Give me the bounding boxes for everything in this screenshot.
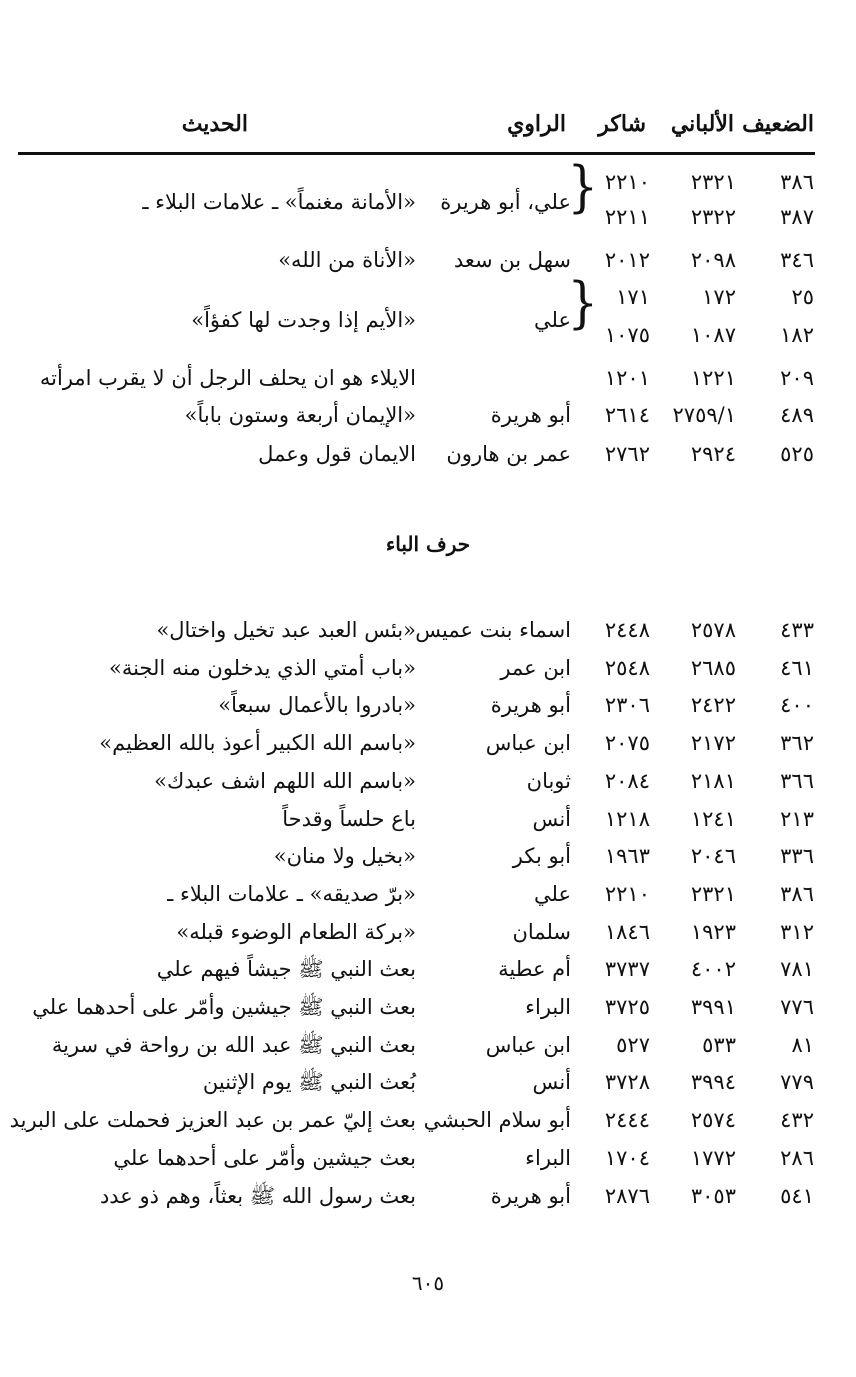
table-cell-daif: ٧٧٦ xyxy=(780,995,814,1019)
table-cell-hadith: الايلاء هو ان يحلف الرجل أن لا يقرب امرأته xyxy=(39,366,416,390)
table-cell-rawi: ابن عباس xyxy=(485,731,571,755)
table-cell-daif: ٧٨١ xyxy=(780,957,814,981)
table-cell-daif: ٤٣٣ xyxy=(780,618,814,642)
table-cell-rawi: البراء xyxy=(525,995,571,1019)
merged-hadith: «الأمانة مغنماً» ـ علامات البلاء ـ xyxy=(142,190,416,214)
table-cell-albani: ١٢٢١ xyxy=(690,366,736,390)
table-cell-hadith: «باب أمتي الذي يدخلون منه الجنة» xyxy=(108,656,416,680)
table-cell-rawi: أنس xyxy=(532,807,571,831)
table-cell-albani: ١٠٨٧ xyxy=(690,323,736,347)
table-cell-shakir: ٢٣٠٦ xyxy=(604,693,650,717)
table-cell-shakir: ٢٤٤٨ xyxy=(604,618,650,642)
table-cell-shakir: ٥٢٧ xyxy=(616,1033,650,1057)
table-cell-daif: ٣٨٦ xyxy=(780,170,814,194)
table-cell-shakir: ٣٧٢٥ xyxy=(604,995,650,1019)
table-cell-shakir: ١٧٠٤ xyxy=(604,1146,650,1170)
table-cell-shakir: ١٨٤٦ xyxy=(604,920,650,944)
table-cell-rawi: اسماء بنت عميس xyxy=(415,618,571,642)
header-daif: الضعيف xyxy=(742,111,814,137)
table-cell-shakir: ١٠٧٥ xyxy=(604,323,650,347)
table-cell-hadith: باع حلساً وقدحاً xyxy=(282,807,416,831)
table-cell-shakir: ١٢١٨ xyxy=(604,807,650,831)
table-cell-hadith: «برّ صديقه» ـ علامات البلاء ـ xyxy=(167,882,416,906)
table-cell-rawi: ابن عمر xyxy=(500,656,571,680)
table-cell-daif: ٥٤١ xyxy=(780,1184,814,1208)
table-cell-shakir: ٢٧٦٢ xyxy=(604,442,650,466)
table-cell-albani: ٣٠٥٣ xyxy=(690,1184,736,1208)
table-cell-hadith: «بخيل ولا منان» xyxy=(273,844,416,868)
table-cell-daif: ٢١٣ xyxy=(780,807,814,831)
table-cell-hadith: بعث النبي ﷺ جيشاً فيهم علي xyxy=(156,957,416,981)
table-cell-daif: ٣١٢ xyxy=(780,920,814,944)
table-cell-rawi: البراء xyxy=(525,1146,571,1170)
merged-rawi: علي، أبو هريرة xyxy=(440,190,571,214)
table-cell-albani: ٢٠٩٨ xyxy=(690,248,736,272)
table-cell-hadith: «بادروا بالأعمال سبعاً» xyxy=(218,693,416,717)
table-cell-albani: ٢٠٤٦ xyxy=(690,844,736,868)
table-cell-rawi: أبو هريرة xyxy=(490,1184,571,1208)
table-cell-shakir: ٣٧٣٧ xyxy=(604,957,650,981)
table-cell-daif: ٢٨٦ xyxy=(780,1146,814,1170)
table-cell-daif: ٣٣٦ xyxy=(780,844,814,868)
table-cell-shakir: ١٢٠١ xyxy=(604,366,650,390)
table-cell-shakir: ٢٨٧٦ xyxy=(604,1184,650,1208)
table-cell-hadith: «بئس العبد عبد تخيل واختال» xyxy=(156,618,416,642)
table-cell-albani: ٣٩٩١ xyxy=(690,995,736,1019)
merged-rawi: علي xyxy=(534,308,571,332)
table-cell-albani: ٢٦٨٥ xyxy=(690,656,736,680)
page-number: ٦٠٥ xyxy=(411,1271,445,1295)
table-cell-shakir: ٢٠٨٤ xyxy=(604,769,650,793)
table-cell-rawi: ثوبان xyxy=(526,769,571,793)
section-title: حرف الباء xyxy=(385,532,471,556)
table-cell-shakir: ٢٤٤٤ xyxy=(604,1108,650,1132)
table-cell-hadith: بعث جيشين وأمّر على أحدهما علي xyxy=(113,1146,416,1170)
table-cell-albani: ٢١٨١ xyxy=(690,769,736,793)
table-cell-rawi: أبو هريرة xyxy=(490,693,571,717)
table-cell-rawi: سهل بن سعد xyxy=(453,248,571,272)
table-cell-albani: ٢٣٢١ xyxy=(690,882,736,906)
header-shakir: شاكر xyxy=(598,111,646,137)
table-cell-daif: ٣٤٦ xyxy=(780,248,814,272)
table-cell-hadith: الايمان قول وعمل xyxy=(258,442,416,466)
table-cell-rawi: أبو سلام الحبشي xyxy=(423,1108,571,1132)
table-cell-rawi: ابن عباس xyxy=(485,1033,571,1057)
table-cell-rawi: علي xyxy=(534,882,571,906)
table-cell-daif: ٤٨٩ xyxy=(780,403,814,427)
table-cell-albani: ٥٣٣ xyxy=(702,1033,736,1057)
table-cell-albani: ٢٥٧٨ xyxy=(690,618,736,642)
table-cell-albani: ١٩٢٣ xyxy=(690,920,736,944)
table-cell-albani: ١٧٢ xyxy=(702,285,736,309)
table-cell-daif: ٨١ xyxy=(791,1033,814,1057)
table-cell-daif: ٣٨٧ xyxy=(780,205,814,229)
table-cell-shakir: ٣٧٢٨ xyxy=(604,1070,650,1094)
table-cell-albani: ٢٥٧٤ xyxy=(690,1108,736,1132)
table-cell-rawi: سلمان xyxy=(512,920,571,944)
brace-icon: } xyxy=(567,270,598,336)
table-cell-shakir: ٢٠١٢ xyxy=(604,248,650,272)
header-rawi: الراوي xyxy=(507,111,566,137)
table-cell-hadith: «بركة الطعام الوضوء قبله» xyxy=(176,920,416,944)
table-cell-albani: ٢٣٢٢ xyxy=(690,205,736,229)
table-cell-hadith: «الإيمان أربعة وستون باباً» xyxy=(184,403,416,427)
brace-icon: } xyxy=(567,154,598,220)
table-cell-albani: ٣٩٩٤ xyxy=(690,1070,736,1094)
table-cell-daif: ٤٠٠ xyxy=(780,693,814,717)
table-cell-albani: ١٧٧٢ xyxy=(690,1146,736,1170)
table-cell-albani: ١٢٤١ xyxy=(690,807,736,831)
table-cell-hadith: بعث رسول الله ﷺ بعثاً، وهم ذو عدد xyxy=(99,1184,416,1208)
table-cell-daif: ٢٠٩ xyxy=(780,366,814,390)
header-albani: الألباني xyxy=(670,111,734,137)
table-cell-albani: ٢٧٥٩/١ xyxy=(672,403,736,427)
table-cell-daif: ١٨٢ xyxy=(780,323,814,347)
table-cell-daif: ٧٧٩ xyxy=(780,1070,814,1094)
merged-hadith: «الأيم إذا وجدت لها كفؤاً» xyxy=(191,308,416,332)
header-divider xyxy=(18,152,815,155)
table-cell-hadith: بُعث النبي ﷺ يوم الإثنين xyxy=(202,1070,416,1094)
table-cell-shakir: ٢٢١٠ xyxy=(604,170,650,194)
table-cell-hadith: «باسم الله اللهم اشف عبدك» xyxy=(154,769,416,793)
table-cell-rawi: أم عطية xyxy=(498,957,571,981)
table-cell-hadith: «باسم الله الكبير أعوذ بالله العظيم» xyxy=(99,731,416,755)
table-cell-shakir: ٢٦١٤ xyxy=(604,403,650,427)
table-cell-rawi: أبو هريرة xyxy=(490,403,571,427)
table-cell-daif: ٥٢٥ xyxy=(780,442,814,466)
table-cell-hadith: بعث إليّ عمر بن عبد العزيز فحملت على البريد xyxy=(9,1108,416,1132)
table-cell-hadith: بعث النبي ﷺ عبد الله بن رواحة في سرية xyxy=(51,1033,416,1057)
table-cell-daif: ٢٥ xyxy=(791,285,814,309)
table-cell-rawi: أبو بكر xyxy=(512,844,571,868)
table-cell-hadith: بعث النبي ﷺ جيشين وأمّر على أحدهما علي xyxy=(32,995,416,1019)
table-cell-albani: ٢١٧٢ xyxy=(690,731,736,755)
table-cell-rawi: عمر بن هارون xyxy=(446,442,571,466)
table-cell-daif: ٤٣٢ xyxy=(780,1108,814,1132)
table-cell-shakir: ٢٢١٠ xyxy=(604,882,650,906)
table-cell-shakir: ٢٥٤٨ xyxy=(604,656,650,680)
table-cell-albani: ٢٤٢٢ xyxy=(690,693,736,717)
table-cell-daif: ٤٦١ xyxy=(780,656,814,680)
table-cell-shakir: ٢٢١١ xyxy=(604,205,650,229)
table-cell-hadith: «الأناة من الله» xyxy=(278,248,416,272)
table-cell-albani: ٢٩٢٤ xyxy=(690,442,736,466)
table-cell-shakir: ٢٠٧٥ xyxy=(604,731,650,755)
header-hadith: الحديث xyxy=(181,111,248,137)
table-cell-albani: ٤٠٠٢ xyxy=(690,957,736,981)
table-cell-rawi: أنس xyxy=(532,1070,571,1094)
table-cell-albani: ٢٣٢١ xyxy=(690,170,736,194)
table-cell-daif: ٣٦٢ xyxy=(780,731,814,755)
table-cell-shakir: ١٧١ xyxy=(616,285,650,309)
table-cell-shakir: ١٩٦٣ xyxy=(604,844,650,868)
table-cell-daif: ٣٨٦ xyxy=(780,882,814,906)
table-cell-daif: ٣٦٦ xyxy=(780,769,814,793)
